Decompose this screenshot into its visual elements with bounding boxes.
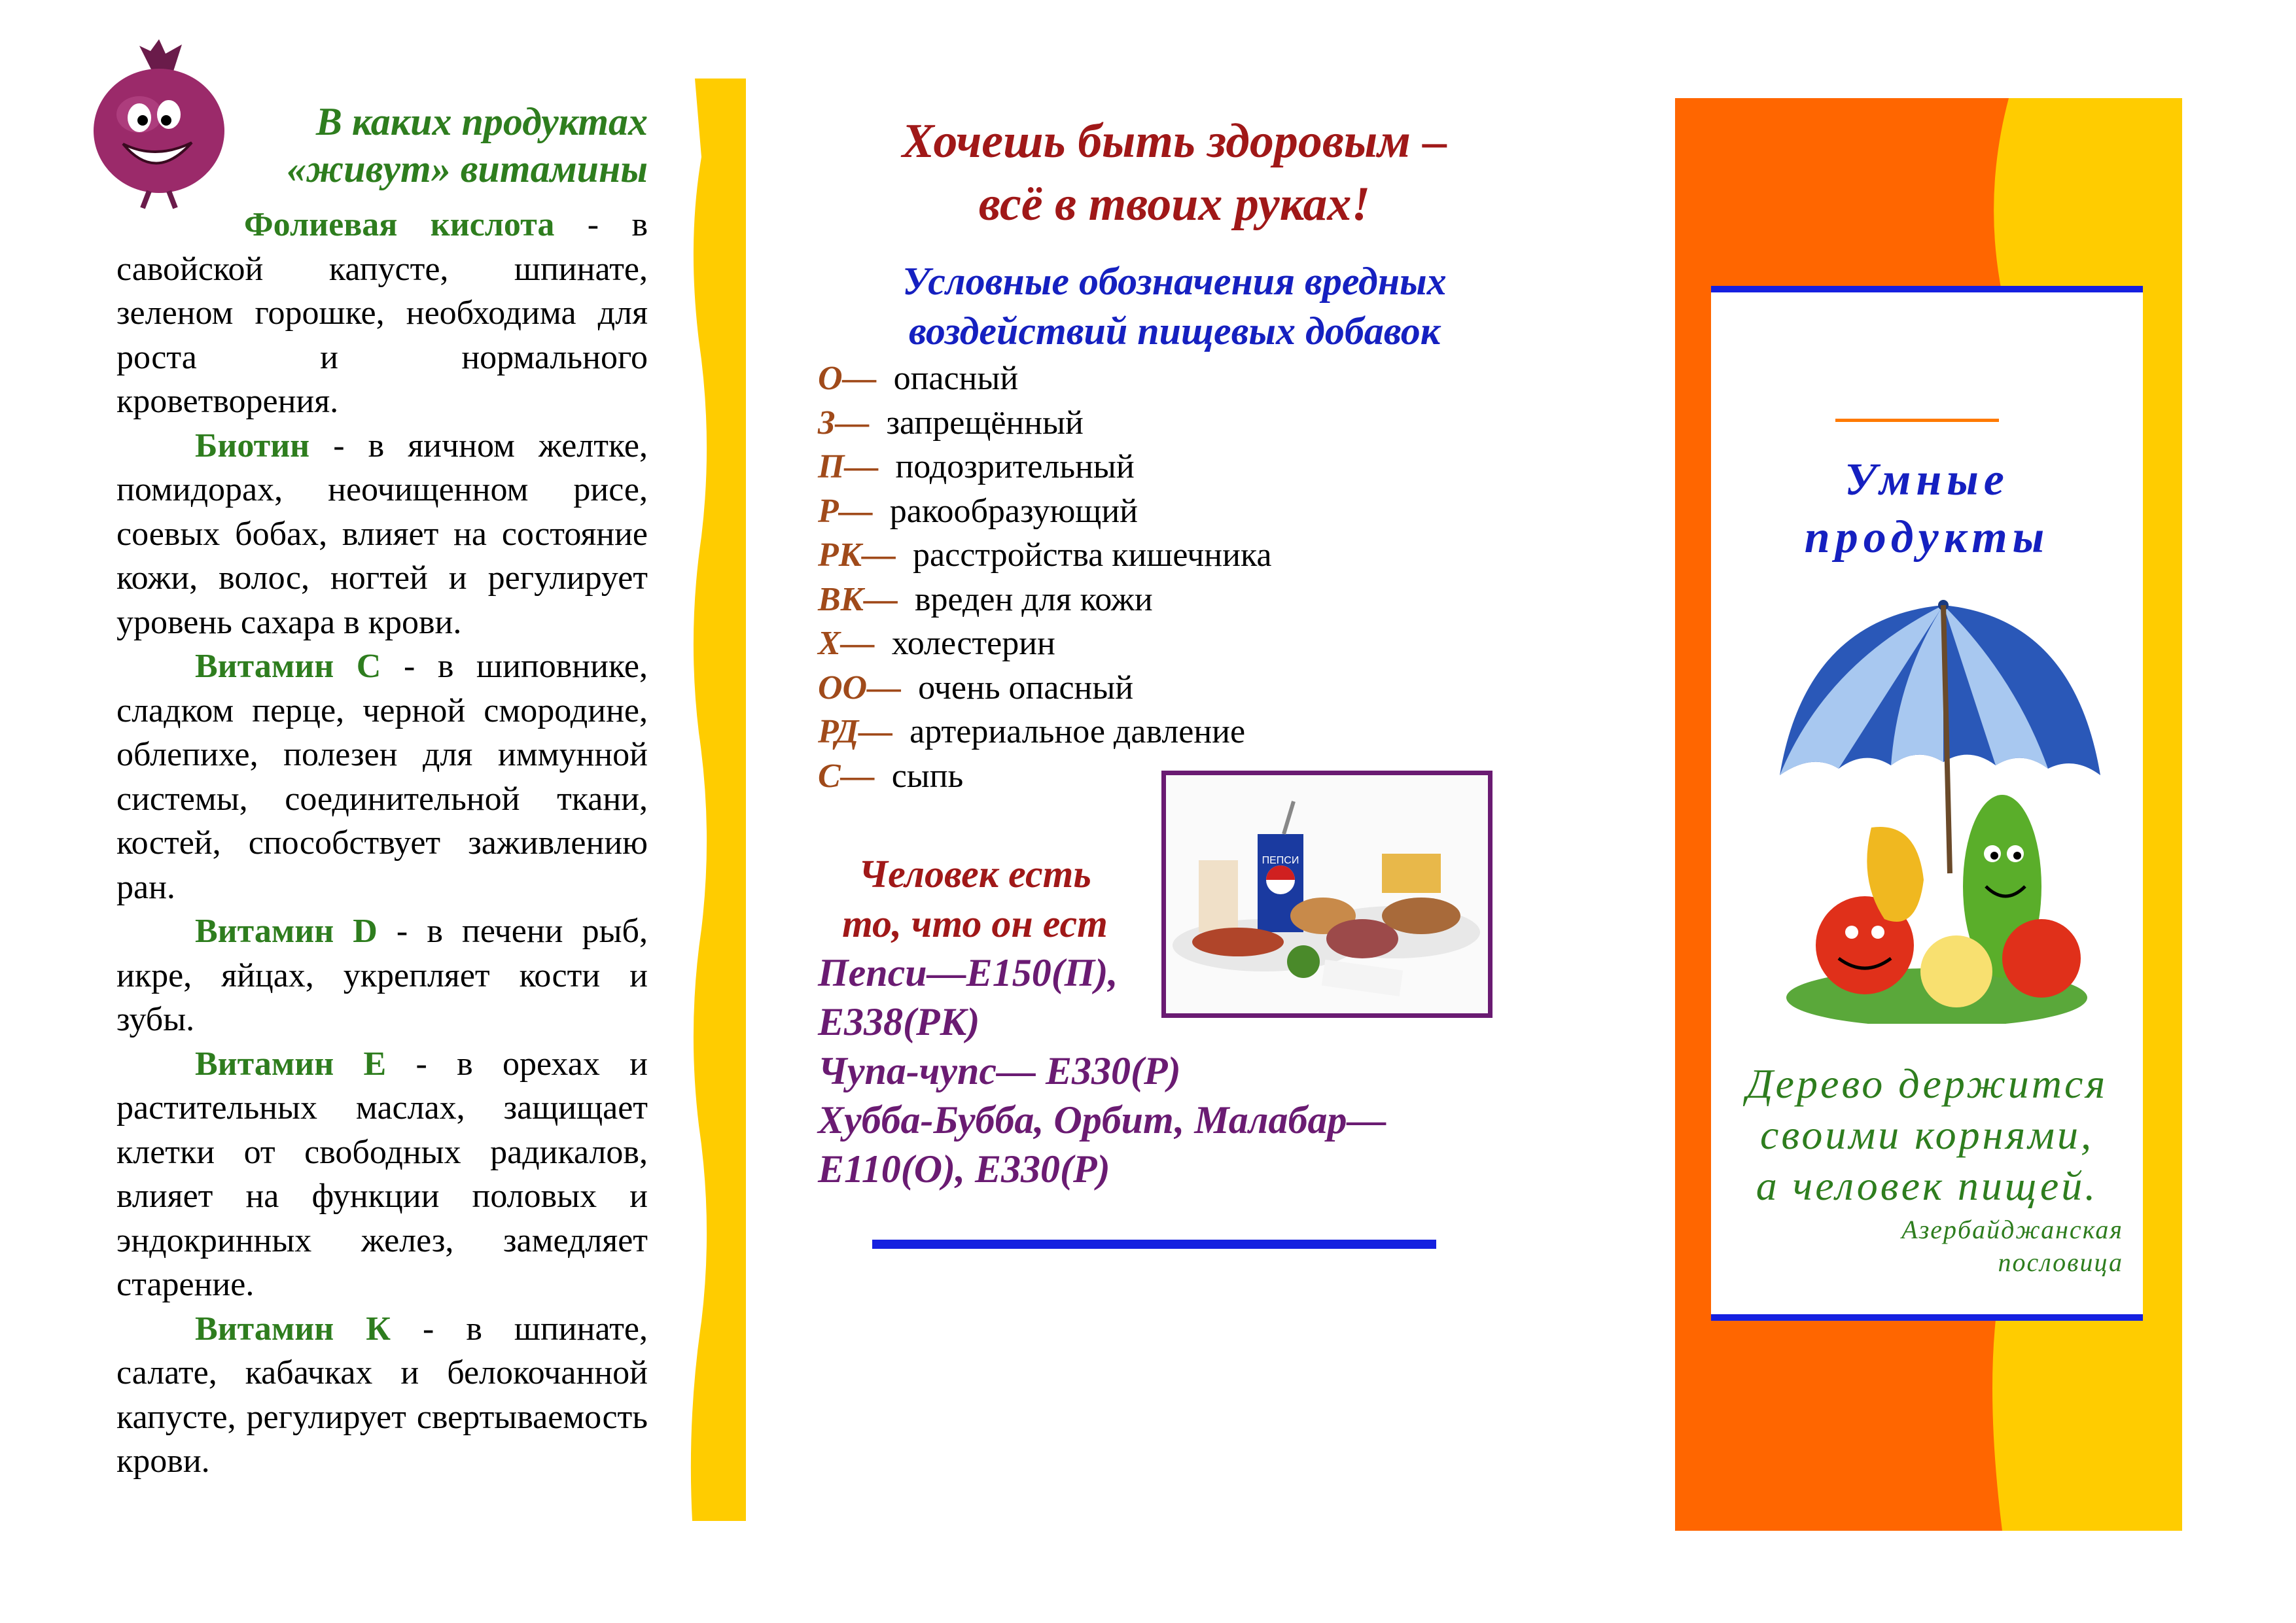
vitamin-term: Витамин Е bbox=[195, 1045, 387, 1083]
product-line: Чупа-чупс— Е330(Р) bbox=[818, 1049, 1181, 1092]
proverb-line3: а человек пищей. bbox=[1756, 1162, 2098, 1209]
product-line: Е338(РК) bbox=[818, 1000, 980, 1043]
legend-title-line1: Условные обозначения вредных bbox=[902, 260, 1447, 303]
vitamin-description: - в шиповнике, сладком перце, черной смородине, облепихе, полезен для иммунной системы, соединительной ткани, костей, способствует заживлению ран. bbox=[116, 648, 648, 906]
cover-title-line1: Умные bbox=[1845, 455, 2009, 505]
legend-item bbox=[818, 489, 1472, 534]
blue-divider bbox=[872, 1240, 1436, 1249]
cover-title bbox=[1711, 451, 2143, 567]
wavy-yellow-divider bbox=[687, 79, 746, 1521]
card-bottom-rule bbox=[1711, 1314, 2143, 1321]
cover-title-line2: продукты bbox=[1804, 512, 2050, 563]
legend-item bbox=[818, 578, 1472, 622]
legend-code: ВК— bbox=[818, 580, 898, 618]
food-quote bbox=[811, 849, 1139, 949]
legend-meaning: подозрительный bbox=[895, 448, 1135, 485]
legend-code: РД— bbox=[818, 713, 893, 750]
title-line1: Хочешь быть здоровым – bbox=[902, 114, 1447, 168]
vitamin-term: Витамин К bbox=[195, 1310, 391, 1348]
vitamin-description: - в яичном желтке, помидорах, неочищенном рисе, соевых бобах, влияет на состояние кожи, волос, ногтей и регулирует уровень сахара в крови. bbox=[116, 427, 648, 641]
legend-title bbox=[798, 256, 1551, 356]
legend-item bbox=[818, 357, 1472, 401]
legend-code: Р— bbox=[818, 492, 873, 530]
vitamins-heading-line2: «живут» витамины bbox=[287, 147, 648, 190]
vitamin-term: Витамин D bbox=[195, 913, 378, 950]
legend-meaning: расстройства кишечника bbox=[913, 536, 1272, 574]
legend-meaning: вреден для кожи bbox=[914, 580, 1153, 618]
legend-meaning: опасный bbox=[893, 360, 1019, 397]
legend-code: П— bbox=[818, 448, 879, 485]
legend-meaning: очень опасный bbox=[918, 669, 1134, 707]
legend-item bbox=[818, 621, 1472, 666]
legend-meaning: холестерин bbox=[891, 625, 1055, 662]
vitamin-description: - в савойской капусте, шпинате, зеленом горошке, необходима для роста и нормального кроветворения. bbox=[116, 206, 648, 420]
title-line2: всё в твоих руках! bbox=[978, 177, 1371, 231]
legend-meaning: артериальное давление bbox=[910, 713, 1246, 750]
vitamin-paragraph bbox=[116, 424, 648, 645]
legend-code: О— bbox=[818, 360, 877, 397]
vitamin-paragraph bbox=[116, 1307, 648, 1484]
vitamin-description: - в печени рыб, икре, яйцах, укрепляет кости и зубы. bbox=[116, 913, 648, 1038]
legend-item bbox=[818, 533, 1472, 578]
beet-mascot-icon bbox=[77, 39, 241, 209]
proverb bbox=[1711, 1058, 2143, 1212]
vitamin-paragraph bbox=[116, 1042, 648, 1307]
legend-code: Х— bbox=[818, 625, 875, 662]
product-line: Е110(О), Е330(Р) bbox=[818, 1147, 1110, 1191]
legend-title-line2: воздействий пищевых добавок bbox=[908, 309, 1441, 353]
vitamin-term: Биотин bbox=[195, 427, 310, 464]
vitamin-description: - в шпинате, салате, кабачках и белокочанной капусте, регулирует свертываемость крови. bbox=[116, 1310, 648, 1480]
cup-label: ПЕПСИ bbox=[1262, 855, 1299, 866]
product-line: Пепси—Е150(П), bbox=[818, 951, 1118, 994]
legend-meaning: ракообразующий bbox=[889, 492, 1138, 530]
products-additives-list bbox=[818, 949, 1538, 1194]
food-quote-line2: то, что он ест bbox=[842, 902, 1108, 945]
proverb-source bbox=[1711, 1213, 2123, 1279]
page-title bbox=[798, 110, 1551, 236]
vitamins-text bbox=[116, 203, 648, 1484]
legend-meaning: сыпь bbox=[891, 757, 964, 795]
vitamin-term: Фолиевая кислота bbox=[244, 206, 555, 243]
vitamin-paragraph bbox=[116, 203, 648, 424]
food-quote-line1: Человек есть bbox=[858, 852, 1091, 896]
umbrella-vegetables-icon bbox=[1767, 579, 2107, 1024]
vitamin-paragraph bbox=[116, 909, 648, 1042]
product-line: Хубба-Бубба, Орбит, Малабар— bbox=[818, 1098, 1386, 1142]
proverb-line2: своими корнями, bbox=[1759, 1111, 2094, 1158]
vitamins-heading-line1: В каких продуктах bbox=[315, 100, 648, 143]
proverb-source-line1: Азербайджанская bbox=[1901, 1215, 2123, 1244]
proverb-line1: Дерево держится bbox=[1746, 1060, 2108, 1107]
legend-code: З— bbox=[818, 404, 870, 442]
legend-code: С— bbox=[818, 757, 875, 795]
vitamin-description: - в орехах и растительных маслах, защищает клетки от свободных радикалов, влияет на функции половых и эндокринных желез, замедляет старение. bbox=[116, 1045, 648, 1303]
legend-item bbox=[818, 445, 1472, 489]
legend-item bbox=[818, 710, 1472, 754]
legend-code: ОО— bbox=[818, 669, 902, 707]
legend-code: РК— bbox=[818, 536, 896, 574]
legend-meaning: запрещённый bbox=[886, 404, 1084, 442]
additives-legend bbox=[818, 357, 1472, 798]
card-top-rule bbox=[1711, 286, 2143, 292]
card-orange-rule bbox=[1835, 419, 1999, 422]
vitamins-heading bbox=[249, 98, 648, 192]
legend-item bbox=[818, 666, 1472, 710]
proverb-source-line2: пословица bbox=[1998, 1248, 2123, 1277]
legend-item bbox=[818, 401, 1472, 445]
vitamin-term: Витамин С bbox=[195, 648, 381, 685]
vitamin-paragraph bbox=[116, 644, 648, 909]
